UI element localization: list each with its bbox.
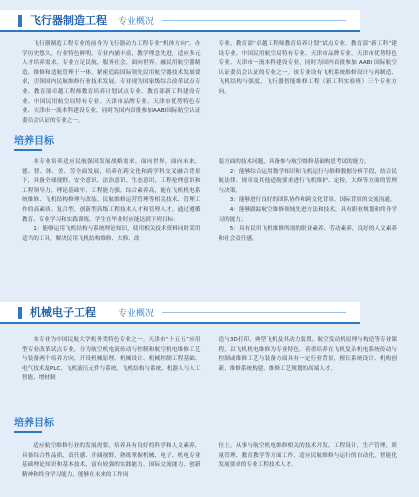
major2-title-box [0,302,110,324]
title-marker-icon [18,307,22,319]
major2-goals-left [22,442,201,492]
major1-goal-right-1: 装方面的技术问题，具备参与航空维修基础构思考试的能力。 [218,159,370,165]
heading-underline [14,431,42,433]
major1-overview-tab [110,10,360,32]
major1-goal-right-5: 5：具有民用飞机维修所需的职业素养、劳动素养，良好的人文素养和社会责任感。 [218,226,397,242]
title-marker-icon [18,15,22,27]
major2-overview-right-text: 造与3D打印、典型飞机及其动力装置、航空发动机原理与构造等专业课程，以飞机机电维修为专业特色，着重培养在飞机复杂机电系统传动与控制或维修工艺与装备方面具有一定行业背景，擅长系统设计、机构创新、维修系统构建、维修工艺规划的高端人才。 [218,337,397,372]
major1-goal-right-2: 2：能够综合运用数学知识和飞机运行与维修数据分析手段，结合民航法律、规章及其他适航要求进行飞机维护、定检，大修等方面的管理与决策。 [218,168,397,194]
major1-overview-left [22,40,201,124]
major1-overview [22,40,397,124]
divider [162,20,346,21]
major2-header [0,302,360,324]
major1-overview-left-text: 飞行器制造工程专业的前身为飞行器动力工程专业“机体方向”，办学历史悠久，行业特色鲜明，专业内涵丰富，教学理念先进，适应多元人才培养需求，专业立足民航，服务社会，面向世界。融民用航空器制造、维修和适航管理于一体，紧密追踪国际领先民用航空器技术发展要求，引领国内民航维修行业技术发展。专业现为国家级综合改革试点专业、教育部卓越工程师教育培养计划试点专业、教育部新工科建设专业、中国民用航空局特有专业、天津市品牌专业、天津市优势特色专业、天津市一流本科建设专业，同时为国内首批参加AABI国际航空认证委员会认证的专业之一。 [22,41,201,124]
major2-overview-left [22,336,201,404]
major1-title-box [0,10,110,32]
major2-title: 机械电子工程 [30,306,96,319]
major2-goal-left-text: 适应航空维修行业的发展需要，培养具有良好的科学和人文素养，具备综合性品质、责任感、开阔视野，熟练掌握机械、电子、机电专业基础理论知识和基本技术，富有较强的实践能力、国际交流能力、创新精神和终身学习能力，能够在未来的工作岗 [22,443,201,478]
heading-underline [14,149,42,151]
major1-goal-left-1: 本专业培养适应民航强国发展战略需求，面向世界，面向未来，德、智、体、美、劳全面发展，培养在跨文化和跨学科交叉融合背景下，具备全球视野、安全意识、法治意识、生态意识，工程伦理意识和工程领导力，理论基础牢、工程能力强，综合素养高，能在飞机机电系统维修、飞机结构修理与改装、民航维修运营管理等相关技术、管理工作的高素质、复合型、创新型高级工程技术人才和管理人才。通过遵循教育、专业学习和实践训练，学生在毕业时应能达到下列目标： [22,159,201,223]
major1-title: 飞行器制造工程 [30,14,107,27]
major2-goals [22,442,397,492]
major2-goal-heading-text: 培养目标 [14,418,54,429]
major1-goal-heading [14,132,54,151]
divider [162,312,346,313]
major2-goal-heading [14,414,54,433]
major1-goal-heading-text: 培养目标 [14,136,54,147]
major1-goal-left-2: 1：能够运用飞机结构与系统理论知识，使用相关技术资料同时采用适当的工具，解决民用飞机结构维修、大修、改 [22,226,201,242]
major2-overview-left-text: 本专业为中国民航大学机务类特色专业之一。天津市“十五五”应用型专业改革试点专业，分为航空机电液传动与控制和航空机电维修工艺与装备两个培养方向，开设机械原理、机械设计、机械控制工程基础、电气技术及PLC、飞机液压元件与系统、飞机结构与系统、机器人与人工智能、增材制 [22,337,201,382]
major1-overview-right-text: 专业、教育部“卓越工程师教育培养计划”试点专业、教育部“新工科”建设专业、中国民用航空局特有专业、天津市品牌专业、天津市优势特色专业、天津市一流本科建设专业，同时为国内首批参加 AABI 国际航空认证委员会认证的专业之一。该专业设有飞机系统维修设计与再制造、飞机结构与强度、飞行器智能维修工程（新工科实验班）三个专业方向。 [218,41,397,95]
major1-goal-right-4: 4：能够跟踪航空维修领域先进方法和技术，具有职业规划和终身学习的能力。 [218,206,397,223]
major2-goals-right [219,442,398,492]
major2-goal-right-text: 位上，从事与航空机电维修相关的技术开发，工程设计，生产管理，质量管理、教育教学等方面工作，适应民航维修与运行的自动化、智能化发展要求的专业工程技术人才。 [218,443,397,469]
major2-overview [22,336,397,404]
major2-overview-tab [110,302,360,324]
major1-overview-right [219,40,398,115]
major1-goal-right-3: 3：能够进行良好的团队协作和跨文化背景、国际背景的交流沟通。 [229,197,396,204]
major1-goals-left [22,158,201,286]
major1-goals-right [219,158,398,286]
major1-goals [22,158,397,286]
major1-overview-label: 专业概况 [118,16,155,27]
major1-header [0,10,360,32]
major2-overview-right [219,336,398,404]
major2-overview-label: 专业概况 [118,308,155,319]
